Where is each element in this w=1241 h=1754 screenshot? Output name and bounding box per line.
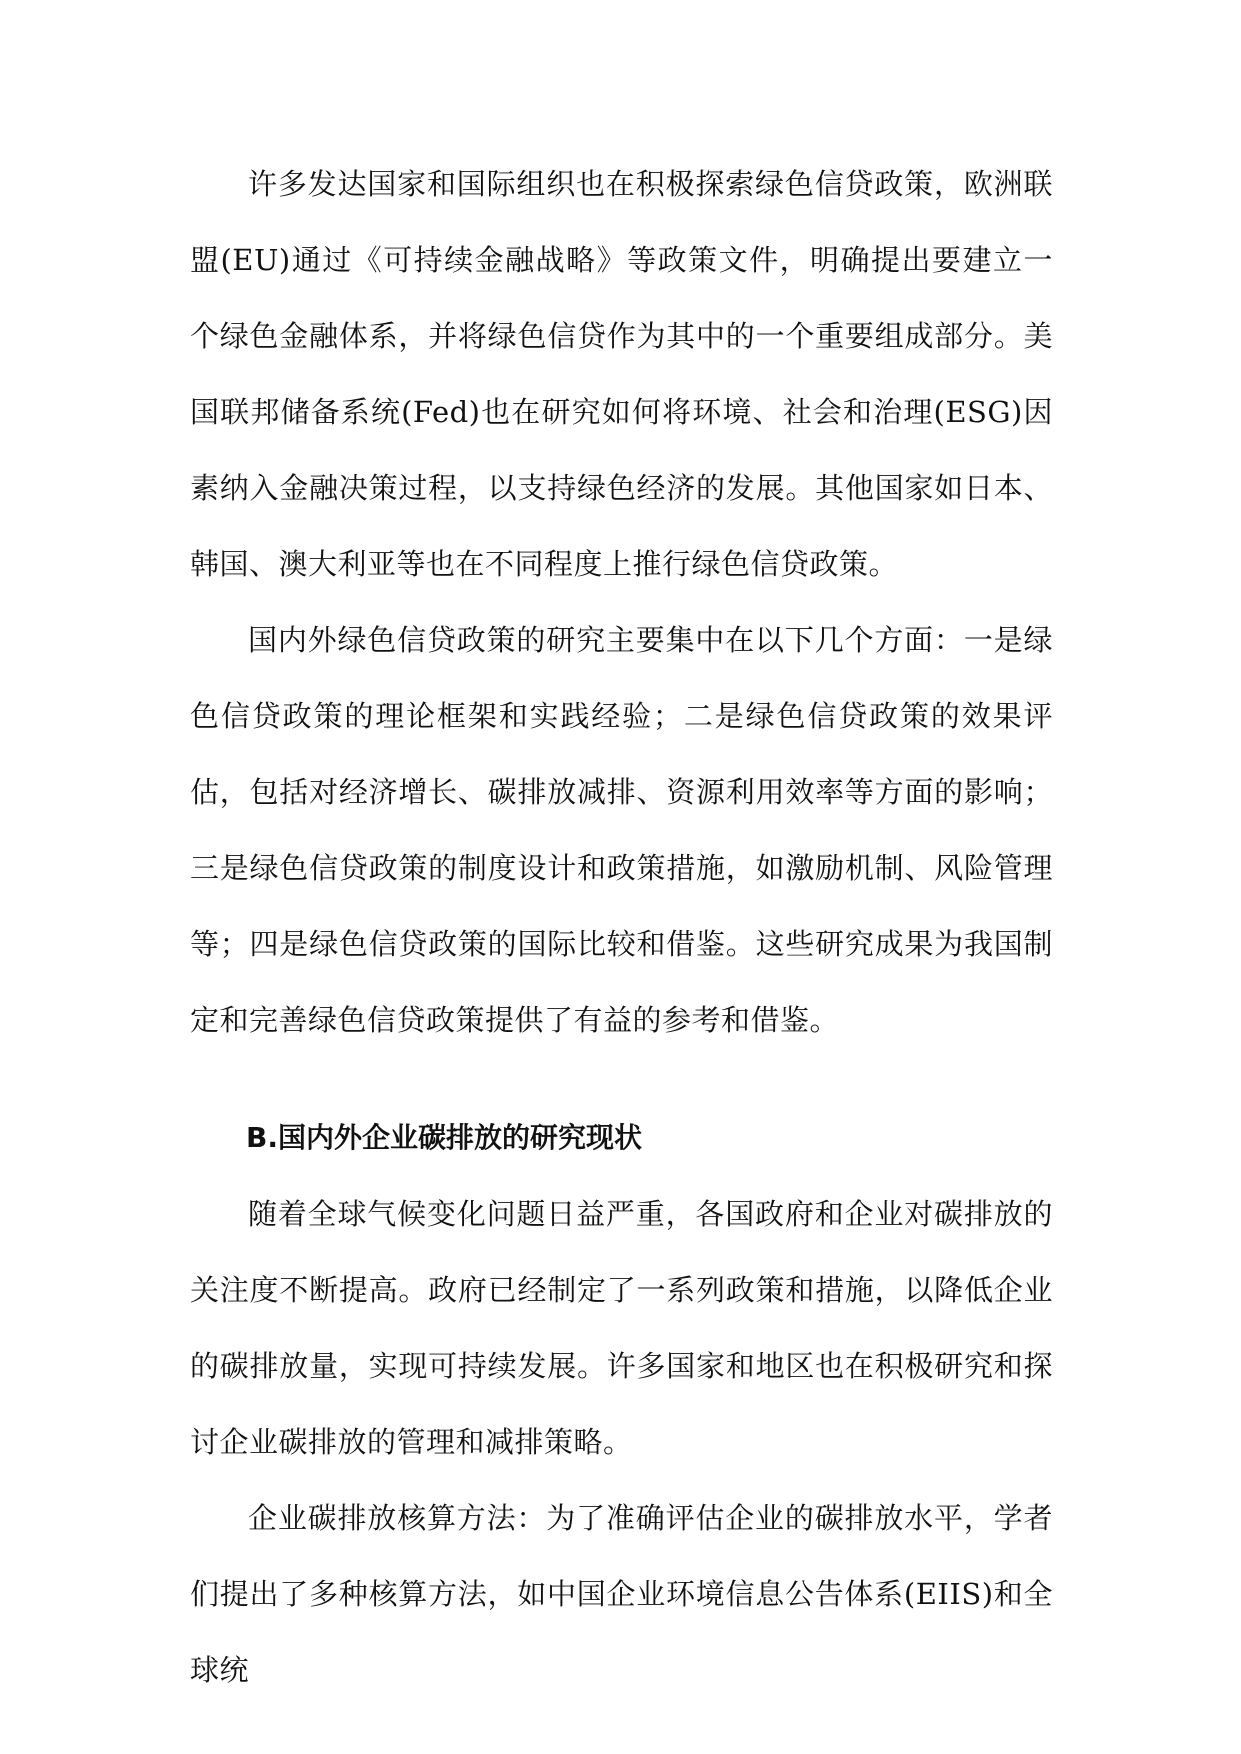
paragraph-climate-concern: 随着全球气候变化问题日益严重，各国政府和企业对碳排放的关注度不断提高。政府已经制定了一系列政策和措施，以降低企业的碳排放量，实现可持续发展。许多国家和地区也在积极研究和探讨企业碳排放的管理和减排策略。 xyxy=(190,1197,1053,1459)
spacer xyxy=(190,1058,1053,1100)
document-page xyxy=(190,146,1053,1708)
paragraph-eu-policy: 许多发达国家和国际组织也在积极探索绿色信贷政策，欧洲联盟(EU)通过《可持续金融战略》等政策文件，明确提出要建立一个绿色金融体系，并将绿色信贷作为其中的一个重要组成部分。美国联邦储备系统(Fed)也在研究如何将环境、社会和治理(ESG)因素纳入金融决策过程，以支持绿色经济的发展。其他国家如日本、韩国、澳大利亚等也在不同程度上推行绿色信贷政策。 xyxy=(190,167,1053,581)
paragraph-accounting-methods: 企业碳排放核算方法：为了准确评估企业的碳排放水平，学者们提出了多种核算方法，如中国企业环境信息公告体系(EIIS)和全球统 xyxy=(190,1501,1053,1687)
section-heading: B.国内外企业碳排放的研究现状 xyxy=(246,1121,642,1154)
paragraph-research-focus: 国内外绿色信贷政策的研究主要集中在以下几个方面：一是绿色信贷政策的理论框架和实践经验；二是绿色信贷政策的效果评估，包括对经济增长、碳排放减排、资源利用效率等方面的影响；三是绿色信贷政策的制度设计和政策措施，如激励机制、风险管理等；四是绿色信贷政策的国际比较和借鉴。这些研究成果为我国制定和完善绿色信贷政策提供了有益的参考和借鉴。 xyxy=(190,623,1053,1037)
